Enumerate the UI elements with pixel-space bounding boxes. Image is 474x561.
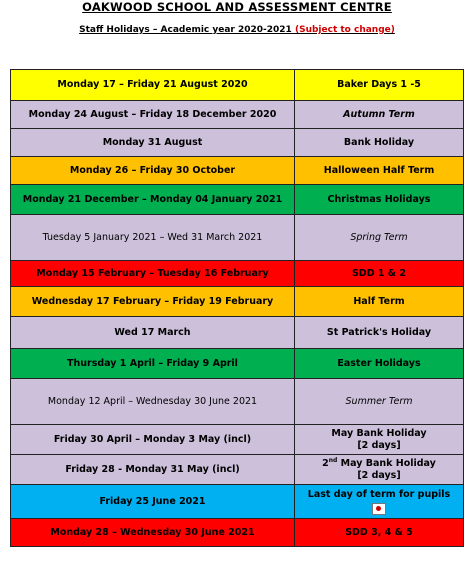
table-row — [11, 349, 464, 379]
document-title: OAKWOOD SCHOOL AND ASSESSMENT CENTRE — [82, 0, 392, 14]
dates-cell: Monday 21 December – Monday 04 January 2021 — [11, 185, 295, 215]
event-duration: [2 days] — [357, 469, 401, 481]
event-cell — [295, 455, 464, 485]
table-row — [11, 519, 464, 547]
table-row — [11, 287, 464, 317]
table-row — [11, 129, 464, 157]
table-row — [11, 70, 464, 101]
event-line: Last day of term for pupils — [307, 488, 451, 500]
table-row — [11, 215, 464, 261]
holiday-table — [10, 69, 464, 547]
table-row — [11, 101, 464, 129]
dates-cell: Monday 31 August — [11, 129, 295, 157]
dates-cell: Monday 15 February – Tuesday 16 February — [11, 261, 295, 287]
event-cell — [295, 425, 464, 455]
table-row — [11, 455, 464, 485]
event-line: May Bank Holiday — [331, 427, 427, 439]
dates-cell: Monday 28 – Wednesday 30 June 2021 — [11, 519, 295, 547]
event-cell: SDD 1 & 2 — [295, 261, 464, 287]
dates-cell: Thursday 1 April – Friday 9 April — [11, 349, 295, 379]
event-line — [297, 458, 461, 470]
event-cell: Summer Term — [295, 379, 464, 425]
table-row — [11, 157, 464, 185]
event-cell: Autumn Term — [295, 101, 464, 129]
dates-cell: Monday 12 April – Wednesday 30 June 2021 — [11, 379, 295, 425]
dates-cell: Friday 25 June 2021 — [11, 485, 295, 519]
dates-cell: Wednesday 17 February – Friday 19 February — [11, 287, 295, 317]
event-duration: [2 days] — [357, 439, 401, 451]
table-row — [11, 185, 464, 215]
subtitle-main: Staff Holidays – Academic year 2020-2021 — [79, 25, 292, 35]
event-cell: Baker Days 1 -5 — [295, 70, 464, 101]
dates-cell: Wed 17 March — [11, 317, 295, 349]
dates-cell: Monday 26 – Friday 30 October — [11, 157, 295, 185]
dates-cell: Friday 28 - Monday 31 May (incl) — [11, 455, 295, 485]
table-row — [11, 379, 464, 425]
event-cell: St Patrick's Holiday — [295, 317, 464, 349]
event-text: May Bank Holiday — [337, 457, 436, 469]
table-row — [11, 425, 464, 455]
event-cell — [295, 485, 464, 519]
subtitle-note: (Subject to change) — [294, 25, 395, 35]
dates-cell: Monday 17 – Friday 21 August 2020 — [11, 70, 295, 101]
event-number: 2 — [322, 457, 329, 469]
event-cell: Easter Holidays — [295, 349, 464, 379]
event-ordinal: nd — [328, 456, 338, 464]
event-cell: Bank Holiday — [295, 129, 464, 157]
event-cell: SDD 3, 4 & 5 — [295, 519, 464, 547]
table-row — [11, 261, 464, 287]
table-row — [11, 317, 464, 349]
clipart-icon — [372, 503, 386, 515]
event-cell: Half Term — [295, 287, 464, 317]
event-cell: Spring Term — [295, 215, 464, 261]
table-row — [11, 485, 464, 519]
dates-cell: Tuesday 5 January 2021 – Wed 31 March 2021 — [11, 215, 295, 261]
dates-cell: Friday 30 April – Monday 3 May (incl) — [11, 425, 295, 455]
event-cell: Christmas Holidays — [295, 185, 464, 215]
dates-cell: Monday 24 August – Friday 18 December 2020 — [11, 101, 295, 129]
document-subtitle — [0, 25, 474, 35]
event-cell: Halloween Half Term — [295, 157, 464, 185]
